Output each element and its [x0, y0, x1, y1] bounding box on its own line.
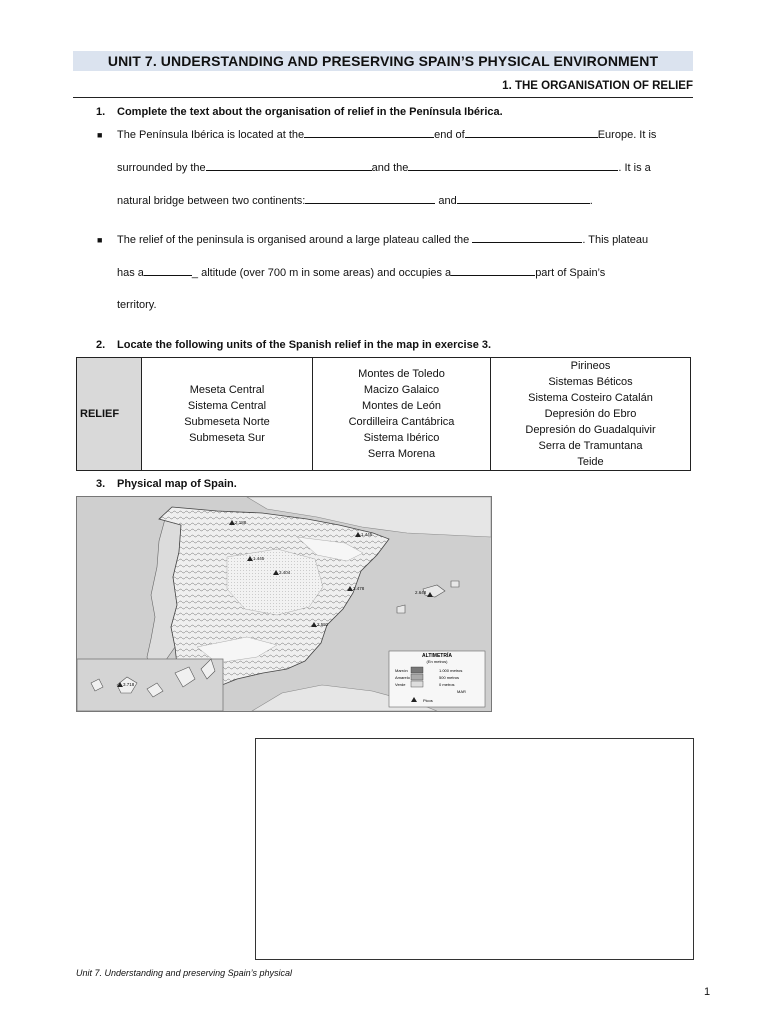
question-text: Complete the text about the organisation of relief in the Península Ibérica. [117, 106, 503, 118]
answer-blank[interactable] [408, 161, 618, 171]
unit-title: UNIT 7. UNDERSTANDING AND PRESERVING SPAIN’S PHYSICAL ENVIRONMENT [73, 51, 693, 71]
svg-text:Picos: Picos [423, 698, 433, 703]
svg-text:2.648: 2.648 [415, 590, 427, 595]
question-number: 1. [96, 106, 106, 118]
svg-text:MAR: MAR [457, 689, 466, 694]
answer-blank[interactable] [451, 266, 535, 276]
answer-blank[interactable] [304, 128, 434, 138]
answer-blank[interactable] [206, 161, 372, 171]
header-divider [73, 97, 693, 98]
svg-text:2.592: 2.592 [317, 622, 329, 627]
relief-column-3: Pirineos Sistemas Béticos Sistema Costeiro Catalán Depresión do Ebro Depresión do Guadalquivir Serra de Tramuntana Teide [491, 358, 691, 471]
svg-text:ALTIMETRÍA: ALTIMETRÍA [422, 653, 452, 659]
svg-text:2.188: 2.188 [235, 520, 247, 525]
svg-text:Marrón: Marrón [395, 668, 408, 673]
question-number: 3. [96, 478, 106, 490]
question-number: 2. [96, 339, 106, 351]
meseta-area [227, 549, 323, 615]
svg-text:(En metros): (En metros) [426, 659, 448, 664]
answer-blank[interactable] [465, 128, 598, 138]
answer-blank[interactable] [457, 194, 590, 204]
question-text: Physical map of Spain. [117, 478, 237, 490]
answer-blank[interactable] [144, 266, 192, 276]
relief-table [76, 357, 691, 471]
answer-blank[interactable] [305, 194, 435, 204]
bullet-icon: ■ [97, 235, 103, 245]
svg-text:1.445: 1.445 [253, 556, 265, 561]
answer-blank[interactable] [472, 233, 582, 243]
ibiza-island [397, 605, 405, 613]
svg-text:3.718: 3.718 [123, 682, 135, 687]
footer-text: Unit 7. Understanding and preserving Spain’s physical [76, 968, 292, 978]
section-title: 1. THE ORGANISATION OF RELIEF [502, 80, 693, 92]
map-drawing [77, 497, 491, 711]
altimetry-legend [389, 651, 485, 707]
relief-label: RELIEF [77, 358, 142, 471]
svg-text:Verde: Verde [395, 682, 406, 687]
menorca-island [451, 581, 459, 587]
svg-text:Amarelo: Amarelo [395, 675, 410, 680]
text-line: surrounded by the and the . It is a [117, 162, 651, 174]
text-line: natural bridge between two continents: and . [117, 195, 593, 207]
page-number: 1 [704, 986, 711, 998]
relief-column-2: Montes de Toledo Macizo Galaico Montes de León Cordilleira Cantábrica Sistema Ibérico Serra Morena [313, 358, 491, 471]
mallorca-island [423, 585, 445, 597]
svg-text:3.478: 3.478 [353, 586, 365, 591]
svg-text:3.404: 3.404 [279, 570, 291, 575]
relief-column-1: Meseta Central Sistema Central Submeseta Norte Submeseta Sur [142, 358, 313, 471]
svg-text:1.000 metros: 1.000 metros [439, 668, 463, 673]
question-text: Locate the following units of the Spanish relief in the map in exercise 3. [117, 339, 492, 351]
text-line: has a _ altitude (over 700 m in some areas) and occupies a part of Spain’s [117, 267, 606, 279]
text-line: territory. [117, 299, 157, 311]
physical-map-spain [76, 496, 492, 712]
bullet-icon: ■ [97, 130, 103, 140]
text-line: The relief of the peninsula is organised around a large plateau called the . This plateau [117, 234, 649, 246]
svg-text:500 metros: 500 metros [439, 675, 460, 680]
svg-text:1.445: 1.445 [361, 532, 373, 537]
answer-box[interactable] [255, 738, 694, 960]
text-line: The Península Ibérica is located at the end of Europe. It is [117, 129, 657, 141]
svg-text:0 metros: 0 metros [439, 682, 455, 687]
